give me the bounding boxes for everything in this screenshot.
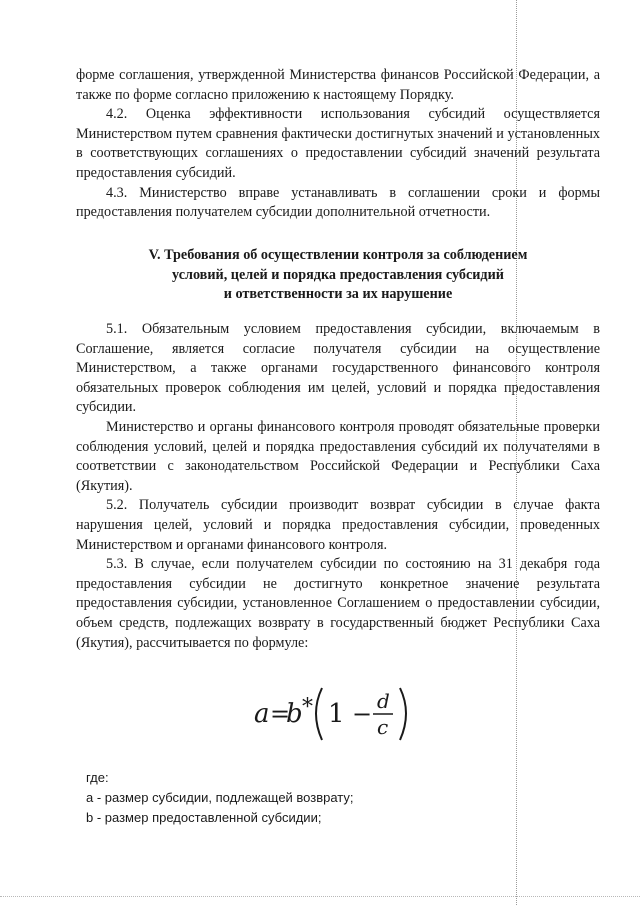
formula-right-paren	[400, 688, 406, 740]
formula-left-paren	[316, 688, 322, 740]
formula-b: b	[286, 699, 303, 729]
legend-item-a: a - размер субсидии, подлежащей возврату;	[86, 790, 354, 805]
paragraph-5-3: 5.3. В случае, если получателем субсидии по состоянию на 31 декабря года предоставления субсидии не достигнуто конкретное значение результата предоставления субсидии, установленное Соглашением о предоставлении субсидии, объем средств, подлежащих возврату в государственный бюджет Республики Саха (Якутия), рассчитывается по формуле:	[76, 556, 600, 651]
formula-lhs: a	[254, 699, 270, 729]
paragraph-continuation: форме соглашения, утвержденной Министерства финансов Российской Федерации, а также по форме согласно приложению к настоящему Порядку.	[76, 67, 600, 103]
formula-equals: =	[270, 700, 291, 728]
formula-denominator: c	[377, 715, 389, 739]
section-heading-line-2: условий, целей и порядка предоставления субсидий	[172, 266, 504, 283]
paragraph-5-1: 5.1. Обязательным условием предоставления субсидии, включаемым в Соглашение, является согласие получателя субсидии на осуществление Министерством, а также органами государственного финансового контроля обязательных проверок соблюдения им целей, условий и порядка предоставления субсидии.	[76, 321, 600, 416]
section-five-text	[76, 320, 600, 653]
formula-numerator: d	[377, 689, 390, 713]
refund-formula	[250, 678, 420, 748]
scan-bottom-edge	[0, 896, 640, 897]
section-four-text	[76, 66, 600, 223]
paragraph-control-bodies: Министерство и органы финансового контроля проводят обязательные проверки соблюдения условий, целей и порядка предоставления субсидий их получателями в соответствии с законодательством Российской Федерации и Республики Саха (Якутия).	[76, 418, 600, 494]
paragraph-4-3: 4.3. Министерство вправе устанавливать в соглашении сроки и формы предоставления получателем субсидии дополнительной отчетности.	[76, 184, 600, 221]
paragraph-4-2: 4.2. Оценка эффективности использования субсидий осуществляется Министерством путем сравнения фактически достигнутых значений и установленных в соответствующих соглашениях о предоставлении субсидий значений результата предоставления субсидий.	[76, 106, 600, 181]
formula-times: *	[302, 695, 313, 720]
section-heading-line-1: V. Требования об осуществлении контроля за соблюдением	[148, 247, 528, 263]
section-heading	[76, 246, 600, 305]
legend-item-b: b - размер предоставленной субсидии;	[86, 810, 322, 825]
formula-one: 1	[328, 699, 345, 729]
section-heading-line-3: и ответственности за их нарушение	[223, 286, 453, 302]
formula-legend	[86, 768, 354, 828]
paragraph-5-2: 5.2. Получатель субсидии производит возврат субсидии в случае факта нарушения целей, условий и порядка предоставления субсидии, проведенных Министерством и органами финансового контроля.	[76, 497, 600, 553]
formula-minus: −	[352, 700, 373, 728]
legend-intro: где:	[86, 770, 109, 785]
